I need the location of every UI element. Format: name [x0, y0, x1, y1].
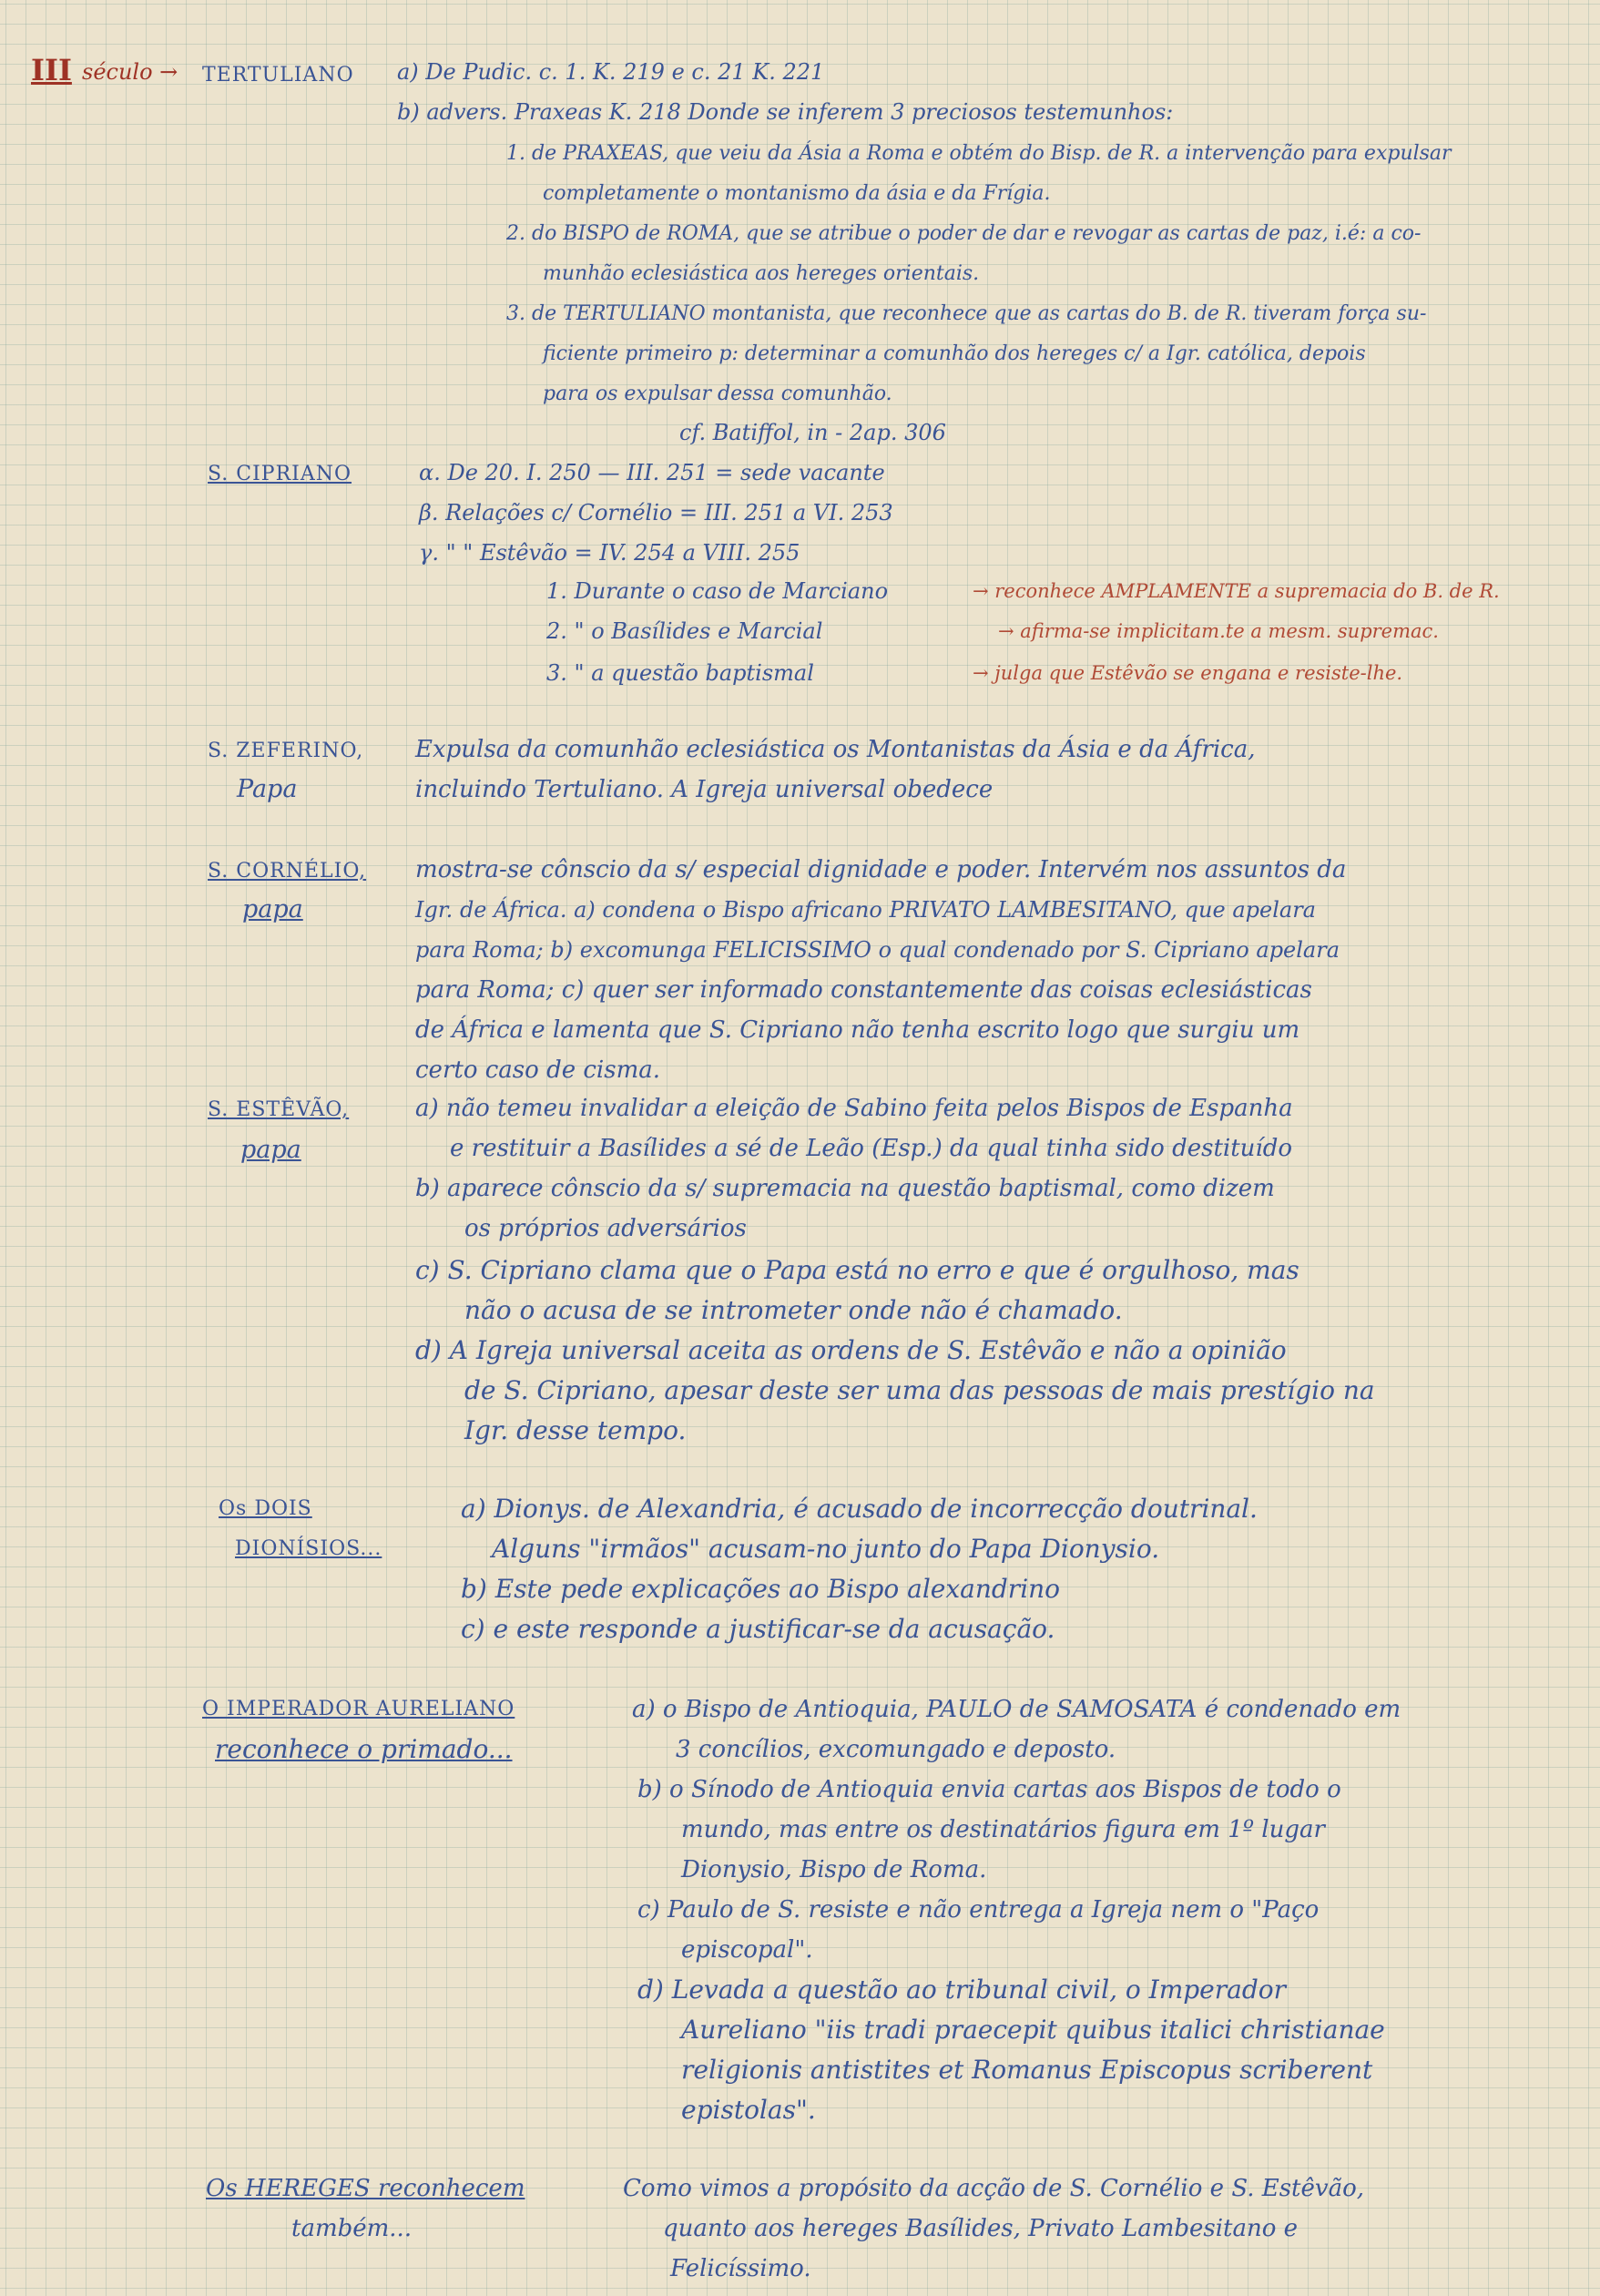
tert-p1a: 1. de PRAXEAS, que veiu da Ásia a Roma e obtém do Bisp. de R. a intervenção para expulsar — [506, 142, 1452, 165]
cipriano-case-3-result: → julga que Estêvão se engana e resiste-lhe. — [973, 662, 1403, 684]
cornelio-line-6: certo caso de cisma. — [415, 1056, 661, 1084]
cipriano-label: S. CIPRIANO — [208, 463, 352, 485]
dionisios-line-1: a) Dionys. de Alexandria, é acusado de incorrecção doutrinal. — [461, 1494, 1258, 1524]
aureliano-line-4: mundo, mas entre os destinatários figura em 1º lugar — [681, 1816, 1325, 1843]
author-tertuliano: TERTULIANO — [202, 64, 354, 87]
dionisios-label: Os DOIS — [219, 1497, 312, 1520]
estevao-line-3: b) aparece cônscio da s/ supremacia na questão baptismal, como dizem — [415, 1175, 1275, 1202]
estevao-line-2: e restituir a Basílides a sé de Leão (Esp.) da qual tinha sido destituído — [450, 1135, 1293, 1162]
cipriano-beta: β. Relações c/ Cornélio = III. 251 a VI. 253 — [419, 500, 893, 526]
cipriano-gamma: γ. " " Estêvão = IV. 254 a VIII. 255 — [419, 540, 800, 566]
hereges-line-1: Como vimos a propósito da acção de S. Cornélio e S. Estêvão, — [623, 2175, 1364, 2202]
aureliano-line-1: a) o Bispo de Antioquia, PAULO de SAMOSATA é condenado em — [632, 1696, 1401, 1723]
aureliano-line-3: b) o Sínodo de Antioquia envia cartas aos Bispos de todo o — [637, 1776, 1341, 1803]
cornelio-line-3: para Roma; b) excomunga FELICISSIMO o qual condenado por S. Cipriano apelara — [415, 937, 1340, 963]
tert-a: a) De Pudic. c. 1. K. 219 e c. 21 K. 221 — [397, 59, 825, 85]
cipriano-alpha: α. De 20. I. 250 — III. 251 = sede vacante — [419, 460, 885, 485]
century-label: século → — [82, 59, 178, 85]
tert-b: b) advers. Praxeas K. 218 Donde se inferem 3 preciosos testemunhos: — [397, 99, 1174, 125]
century-numeral: III — [31, 53, 72, 87]
cipriano-case-1: 1. Durante o caso de Marciano — [546, 578, 889, 604]
estevao-line-1: a) não temeu invalidar a eleição de Sabino feita pelos Bispos de Espanha — [415, 1095, 1293, 1122]
hereges-label: Os HEREGES reconhecem — [206, 2175, 525, 2202]
dionisios-line-4: c) e este responde a justificar-se da acusação. — [461, 1614, 1055, 1644]
aureliano-line-2: 3 concílios, excomungado e deposto. — [676, 1736, 1116, 1763]
estevao-line-5: c) S. Cipriano clama que o Papa está no erro e que é orgulhoso, mas — [415, 1255, 1299, 1285]
tert-p1b: completamente o montanismo da ásia e da Frígia. — [543, 182, 1051, 205]
cornelio-sublabel: papa — [242, 895, 303, 924]
estevao-label: S. ESTÊVÃO, — [208, 1098, 350, 1121]
cornelio-line-2: Igr. de África. a) condena o Bispo africano PRIVATO LAMBESITANO, que apelara — [415, 897, 1316, 923]
dionisios-line-2: Alguns "irmãos" acusam-no junto do Papa Dionysio. — [492, 1534, 1160, 1564]
zeferino-label: S. ZEFERINO, — [208, 740, 364, 762]
cipriano-case-1-result: → reconhece AMPLAMENTE a supremacia do B. de R. — [973, 580, 1500, 602]
aureliano-line-10: religionis antistites et Romanus Episcopus scriberent — [681, 2055, 1373, 2085]
cornelio-line-5: de África e lamenta que S. Cipriano não tenha escrito logo que surgiu um — [415, 1016, 1300, 1044]
aureliano-line-11: epistolas". — [681, 2095, 816, 2125]
aureliano-line-8: d) Levada a questão ao tribunal civil, o Imperador — [637, 1975, 1286, 2005]
aureliano-line-6: c) Paulo de S. resiste e não entrega a Igreja nem o "Paço — [637, 1896, 1320, 1924]
dionisios-sublabel: DIONÍSIOS... — [235, 1537, 382, 1560]
aureliano-label: O IMPERADOR AURELIANO — [202, 1698, 515, 1720]
aureliano-line-7: episcopal". — [681, 1936, 813, 1964]
cornelio-line-1: mostra-se cônscio da s/ especial dignidade e poder. Intervém nos assuntos da — [415, 856, 1347, 883]
estevao-line-6: não o acusa de se intrometer onde não é chamado. — [464, 1295, 1123, 1325]
cipriano-case-3: 3. " a questão baptismal — [546, 660, 814, 686]
tert-p3c: para os expulsar dessa comunhão. — [543, 383, 892, 405]
zeferino-line-1: Expulsa da comunhão eclesiástica os Montanistas da Ásia e da África, — [415, 736, 1256, 763]
cornelio-label: S. CORNÉLIO, — [208, 860, 367, 883]
dionisios-line-3: b) Este pede explicações ao Bispo alexandrino — [461, 1574, 1061, 1604]
aureliano-line-5: Dionysio, Bispo de Roma. — [681, 1856, 987, 1883]
aureliano-sublabel: reconhece o primado... — [215, 1734, 513, 1764]
aureliano-line-9: Aureliano "iis tradi praecepit quibus italici christianae — [681, 2015, 1385, 2045]
hereges-line-2: quanto aos hereges Basílides, Privato Lambesitano e — [663, 2215, 1299, 2242]
estevao-line-4: os próprios adversários — [464, 1215, 747, 1242]
tert-p3a: 3. de TERTULIANO montanista, que reconhece que as cartas do B. de R. tiveram força su- — [506, 302, 1427, 325]
hereges-sublabel: também... — [291, 2215, 413, 2242]
cipriano-case-2-result: → afirma-se implicitam.te a mesm. supremac. — [998, 620, 1439, 642]
estevao-line-8: de S. Cipriano, apesar deste ser uma das pessoas de mais prestígio na — [464, 1375, 1375, 1405]
tert-p3b: ficiente primeiro p: determinar a comunhão dos hereges c/ a Igr. católica, depois — [543, 342, 1366, 365]
zeferino-sublabel: Papa — [237, 775, 298, 803]
estevao-line-7: d) A Igreja universal aceita as ordens de S. Estêvão e não a opinião — [415, 1335, 1287, 1365]
cipriano-case-2: 2. " o Basílides e Marcial — [546, 618, 823, 644]
hereges-line-3: Felicíssimo. — [670, 2255, 811, 2282]
cornelio-line-4: para Roma; c) quer ser informado constantemente das coisas eclesiásticas — [415, 976, 1312, 1004]
estevao-line-9: Igr. desse tempo. — [464, 1415, 687, 1445]
tert-p2b: munhão eclesiástica aos hereges orientais. — [543, 262, 980, 285]
tert-p2a: 2. do BISPO de ROMA, que se atribue o poder de dar e revogar as cartas de paz, i.é: a co- — [506, 222, 1422, 245]
zeferino-line-2: incluindo Tertuliano. A Igreja universal obedece — [415, 776, 994, 803]
estevao-sublabel: papa — [240, 1136, 301, 1164]
tert-ref: cf. Batiffol, in - 2ap. 306 — [679, 420, 946, 445]
